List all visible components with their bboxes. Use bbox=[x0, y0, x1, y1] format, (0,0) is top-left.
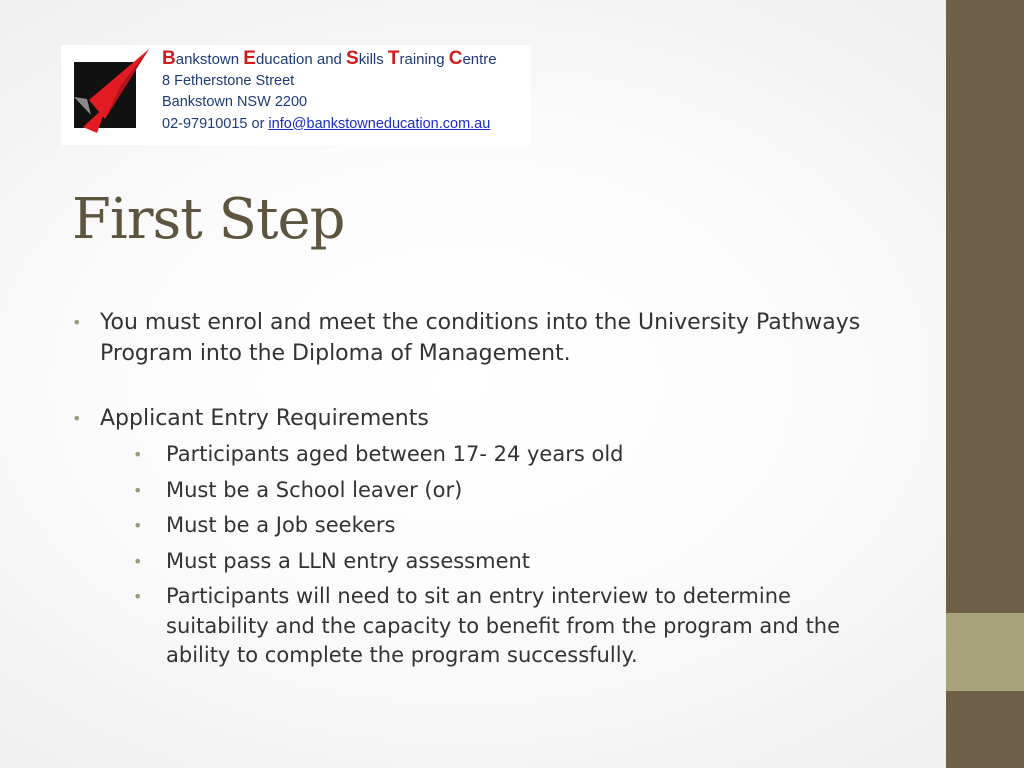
org-initial-s: S bbox=[346, 48, 359, 69]
sub-bullet-item bbox=[133, 476, 862, 506]
email-link[interactable]: info@bankstowneducation.com.au bbox=[268, 115, 491, 132]
sub-bullet-list bbox=[100, 440, 862, 671]
bullet-dot-icon: • bbox=[72, 313, 82, 332]
header-logo-block bbox=[61, 45, 531, 145]
org-name-part: ducation and bbox=[255, 51, 347, 68]
contact-line bbox=[162, 114, 497, 136]
bullet-dot-icon: • bbox=[133, 587, 143, 606]
sub-bullet-item bbox=[133, 547, 862, 577]
bullet-dot-icon: • bbox=[72, 409, 82, 428]
bullet-dot-icon: • bbox=[133, 551, 143, 571]
sub-bullet-text: Participants will need to sit an entry interview to determine suitability and the capacity to benefit from the program and the ability to complete the program successfully. bbox=[166, 584, 841, 667]
org-name-part: raining bbox=[399, 51, 449, 68]
phone: 02-97910015 or bbox=[162, 115, 269, 132]
bullet-item bbox=[72, 403, 862, 671]
slide-content bbox=[72, 307, 862, 671]
sub-bullet-text: Must be a Job seekers bbox=[166, 513, 396, 537]
slide-title: First Step bbox=[72, 187, 345, 252]
sub-bullet-item bbox=[133, 440, 862, 470]
org-initial-t: T bbox=[387, 48, 400, 69]
org-name-part: kills bbox=[358, 51, 388, 68]
address-line-2: Bankstown NSW 2200 bbox=[162, 94, 308, 110]
sub-bullet-text: Must pass a LLN entry assessment bbox=[166, 548, 531, 573]
org-info bbox=[162, 48, 497, 135]
bullet-text: You must enrol and meet the conditions into the University Pathways Program into the Diploma of Management. bbox=[100, 310, 861, 366]
org-initial-e: E bbox=[243, 48, 256, 69]
org-initial-c: C bbox=[448, 48, 463, 69]
sub-bullet-text: Must be a School leaver (or) bbox=[166, 477, 463, 502]
org-name-part: entre bbox=[462, 51, 497, 68]
org-initial-b: B bbox=[162, 48, 176, 69]
sub-bullet-text: Participants aged between 17- 24 years old bbox=[166, 442, 624, 466]
org-name bbox=[162, 48, 497, 71]
sub-bullet-item bbox=[133, 582, 862, 671]
bullet-item bbox=[72, 307, 862, 369]
org-name-part: ankstown bbox=[175, 51, 244, 68]
bullet-dot-icon: • bbox=[133, 480, 143, 500]
sub-bullet-item bbox=[133, 511, 862, 541]
red-arrow-logo-icon bbox=[61, 45, 151, 145]
bullet-text: Applicant Entry Requirements bbox=[100, 406, 429, 431]
side-bar-accent bbox=[946, 613, 1024, 691]
bullet-dot-icon: • bbox=[133, 516, 143, 535]
bullet-dot-icon: • bbox=[133, 445, 143, 464]
address-line-1: 8 Fetherstone Street bbox=[162, 72, 295, 89]
